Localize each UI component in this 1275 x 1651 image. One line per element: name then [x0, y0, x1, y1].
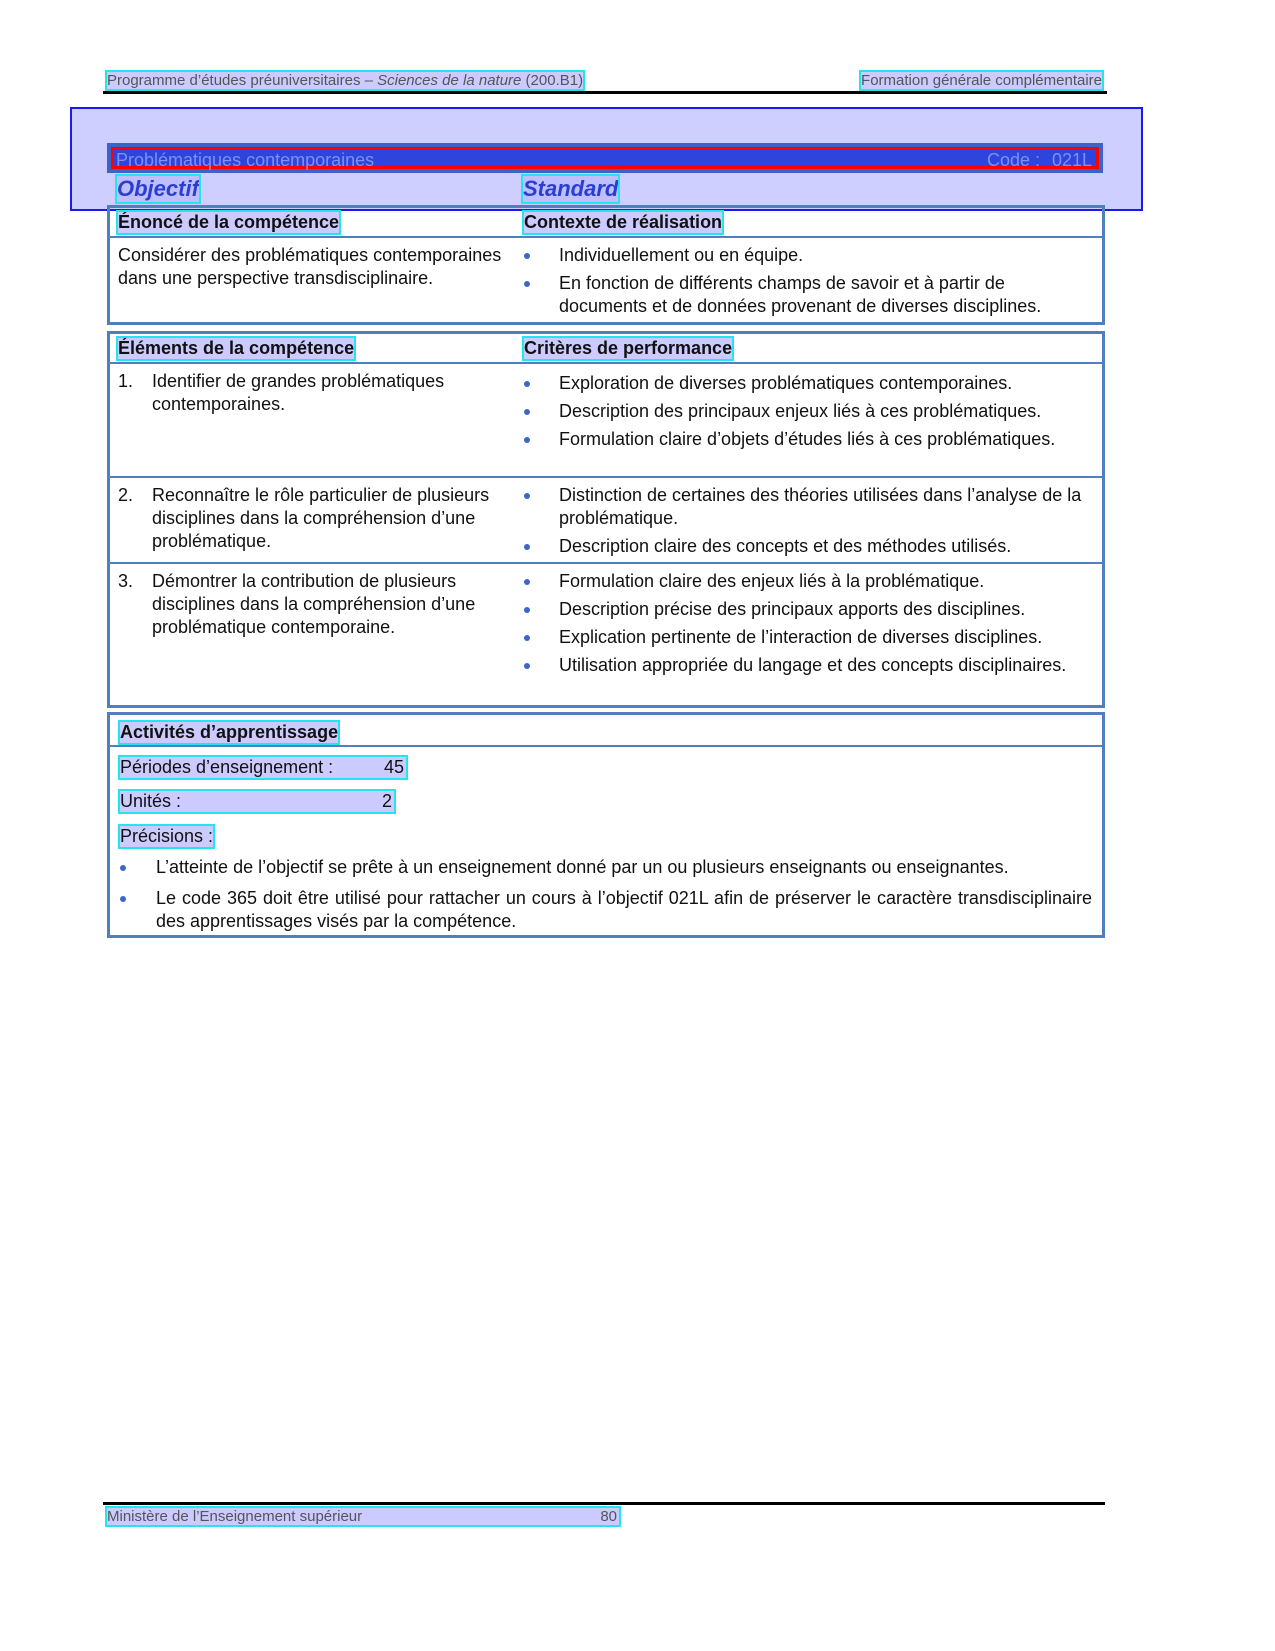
header-program-prefix: Programme d’études préuniversitaires –	[107, 72, 378, 89]
periodes-label: Périodes d’enseignement :	[120, 757, 334, 777]
element-number: 3.	[118, 571, 134, 591]
element-row	[110, 364, 1102, 478]
element-number: 1.	[118, 371, 134, 391]
elements-heading: Éléments de la compétence	[118, 338, 355, 358]
periodes-row	[120, 757, 406, 778]
standard-heading: Standard	[523, 176, 619, 201]
objectif-heading: Objectif	[117, 176, 199, 201]
element-text: Identifier de grandes problématiques contemporaines.	[152, 371, 445, 414]
element-number: 2.	[118, 485, 134, 505]
criterion: Exploration de diverses problématiques contemporaines.	[524, 372, 1094, 395]
contexte-heading: Contexte de réalisation	[524, 212, 723, 232]
activites-heading: Activités d’apprentissage	[120, 722, 339, 742]
header-rule	[103, 91, 1107, 94]
element-text: Démontrer la contribution de plusieurs disciplines dans la compréhension d’une problématique contemporaine.	[152, 571, 476, 637]
header-section: Formation générale complémentaire	[861, 72, 1102, 89]
code-label: Code :	[986, 150, 1040, 170]
element-row	[110, 564, 1102, 704]
header-program-code: (200.B1)	[521, 72, 584, 89]
criterion: Distinction de certaines des théories utilisées dans l’analyse de la problématique.	[524, 484, 1094, 530]
elements-box	[107, 331, 1105, 708]
unites-label: Unités :	[120, 791, 182, 811]
criterion: Utilisation appropriée du langage et des concepts disciplinaires.	[524, 654, 1094, 677]
activites-box	[107, 712, 1105, 938]
contexte-item: En fonction de différents champs de savoir et à partir de documents et de données provenant de diverses disciplines.	[524, 272, 1094, 318]
criterion: Formulation claire des enjeux liés à la problématique.	[524, 570, 1094, 593]
header-program	[107, 72, 583, 89]
page-number: 80	[600, 1508, 617, 1525]
element-row	[110, 478, 1102, 564]
header-program-name: Sciences de la nature	[377, 72, 522, 89]
course-title: Problématiques contemporaines	[116, 150, 375, 170]
criteria-heading: Critères de performance	[524, 338, 733, 358]
unites-value: 2	[381, 791, 392, 811]
precisions-label: Précisions :	[120, 826, 214, 846]
criterion: Formulation claire d’objets d’études liés à ces problématiques.	[524, 428, 1094, 451]
element-text: Reconnaître le rôle particulier de plusieurs disciplines dans la compréhension d’une problématique.	[152, 485, 490, 551]
criterion: Description des principaux enjeux liés à ces problématiques.	[524, 400, 1094, 423]
course-code: 021L	[1051, 150, 1092, 170]
periodes-value: 45	[383, 757, 404, 777]
course-title-bar	[107, 143, 1103, 173]
contexte-item: Individuellement ou en équipe.	[524, 244, 1094, 267]
competence-box	[107, 205, 1105, 325]
criterion: Description précise des principaux apports des disciplines.	[524, 598, 1094, 621]
criterion: Description claire des concepts et des méthodes utilisés.	[524, 535, 1094, 558]
unites-row	[120, 791, 394, 812]
footer-ministry: Ministère de l’Enseignement supérieur	[107, 1508, 363, 1525]
enonce-heading: Énoncé de la compétence	[118, 212, 340, 232]
footer	[107, 1508, 619, 1525]
enonce-text: Considérer des problématiques contemporaines dans une perspective transdisciplinaire.	[118, 245, 502, 288]
precision-item: Le code 365 doit être utilisé pour rattacher un cours à l’objectif 021L afin de préserver le caractère transdisciplinaire des apprentissages visés par la compétence.	[120, 887, 1092, 933]
criterion: Explication pertinente de l’interaction de diverses disciplines.	[524, 626, 1094, 649]
precision-item: L’atteinte de l’objectif se prête à un enseignement donné par un ou plusieurs enseignants ou enseignantes.	[120, 856, 1092, 879]
footer-rule	[103, 1502, 1105, 1505]
